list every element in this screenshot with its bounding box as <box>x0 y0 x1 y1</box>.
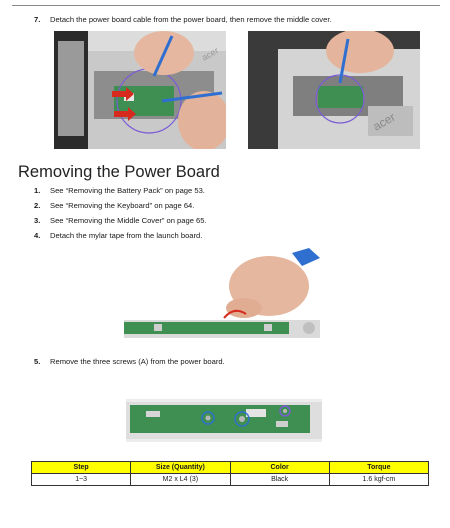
step-text: Remove the three screws (A) from the power board. <box>50 357 225 366</box>
table-header-row <box>32 462 429 474</box>
photo-mylar-tape <box>124 248 320 351</box>
table-row <box>32 474 429 486</box>
step-text: See “Removing the Keyboard” on page 64. <box>50 201 195 210</box>
photo-remove-cover <box>248 31 420 149</box>
top-rule <box>12 5 440 6</box>
column-header-torque: Torque <box>329 462 428 474</box>
list-item <box>34 231 207 246</box>
step-number: 3. <box>34 216 41 225</box>
cell-torque: 1.6 kgf-cm <box>329 474 428 486</box>
column-header-step: Step <box>32 462 131 474</box>
list-item <box>34 186 207 201</box>
photo-power-board-screws <box>126 399 322 442</box>
column-header-color: Color <box>230 462 329 474</box>
section-title: Removing the Power Board <box>18 163 220 181</box>
step-text: Detach the power board cable from the power board, then remove the middle cover. <box>50 15 332 24</box>
step-5 <box>34 357 225 366</box>
step-7 <box>34 15 332 24</box>
list-item <box>34 216 207 231</box>
step-number: 5. <box>34 357 41 366</box>
step-number: 7. <box>34 15 41 24</box>
logo-acer-2: acer <box>370 109 398 134</box>
step-text: See “Removing the Battery Pack” on page 53. <box>50 186 205 195</box>
logo-acer-1: acer <box>200 45 221 63</box>
cell-step: 1~3 <box>32 474 131 486</box>
step-number: 2. <box>34 201 41 210</box>
step-text: Detach the mylar tape from the launch board. <box>50 231 203 240</box>
cell-color: Black <box>230 474 329 486</box>
step-number: 1. <box>34 186 41 195</box>
step-text: See “Removing the Middle Cover” on page 65. <box>50 216 207 225</box>
steps-list <box>34 186 207 246</box>
torque-table <box>31 461 429 486</box>
step-number: 4. <box>34 231 41 240</box>
list-item <box>34 201 207 216</box>
column-header-size: Size (Quantity) <box>131 462 230 474</box>
photo-detach-cable <box>54 31 226 149</box>
cell-size: M2 x L4 (3) <box>131 474 230 486</box>
